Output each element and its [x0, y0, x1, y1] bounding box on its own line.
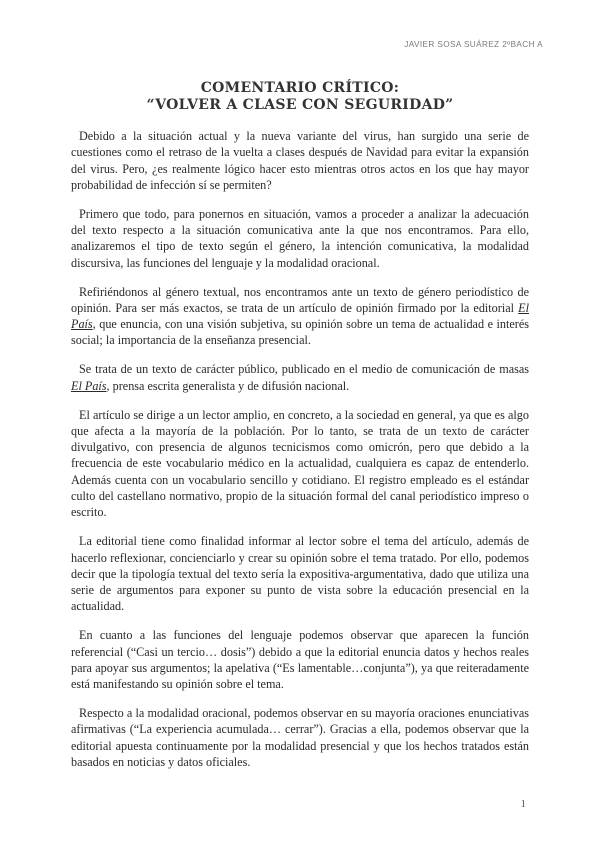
- paragraph-public-text-a: Se trata de un texto de carácter público, publicado en el medio de comunicación de masas: [79, 362, 529, 377]
- header-author: JAVIER SOSA SUÁREZ 2ºBACH A: [404, 40, 543, 49]
- paragraph-genre-text-b: , que enuncia, con una visión subjetiva, su opinión sobre un tema de actualidad e interés social; la importancia de la enseñanza presencial.: [71, 317, 529, 348]
- paragraph-genre-text-a: Refiriéndonos al género textual, nos encontramos ante un texto de género periodístico de opinión. Para ser más exactos, se trata de un artículo de opinión firmado por la editorial: [71, 284, 529, 315]
- paragraph-public-text-b: , prensa escrita generalista y de difusión nacional.: [106, 378, 350, 393]
- paragraph-audience: El artículo se dirige a un lector amplio, en concreto, a la sociedad en general, ya que es algo que afecta a la mayoría de la población. Por lo tanto, se trata de un texto de carácter divulgativo, con presencia de algunos tecnicismos como omicrón, pero que debido a la frecuencia de este vocabulario médico en la actualidad, cualquiera es capaz de entenderlo. Además cuenta con un vocabulario sencillo y cotidiano. El registro empleado es el estándar culto del castellano normativo, propio de la situación formal del canal periodístico impreso o escrito.: [71, 407, 529, 520]
- title-line-2: “VOLVER A CLASE CON SEGURIDAD”: [146, 97, 454, 113]
- paragraph-intro: Debido a la situación actual y la nueva variante del virus, han surgido una serie de cuestiones como el retraso de la vuelta a clases después de Navidad para evitar la expansión del virus. Pero, ¿es realmente lógico hacer esto mientras otros actos en los que hay mayor probabilidad de infección sí se permiten?: [71, 129, 529, 192]
- page-number: 1: [520, 798, 526, 810]
- paragraph-modality: Respecto a la modalidad oracional, podemos observar en su mayoría oraciones enunciativas afirmativas (“La experiencia acumulada… cerrar”). Gracias a ella, podemos observar que la editorial apuesta continuamente por la modalidad presencial y que los hechos tratados están basados en noticias y datos oficiales.: [71, 706, 529, 769]
- title-line-1: COMENTARIO CRÍTICO:: [200, 80, 400, 96]
- document-title: [0, 80, 600, 114]
- paragraph-public: [71, 361, 529, 394]
- document-body: [71, 128, 529, 783]
- paragraph-situation: Primero que todo, para ponernos en situación, vamos a proceder a analizar la adecuación del texto respecto a la situación comunicativa ante la que nos encontramos. Para ello, analizaremos el tipo de texto según el género, la intención comunicativa, la modalidad discursiva, las funciones del lenguaje y la modalidad oracional.: [71, 206, 529, 270]
- paragraph-genre: [71, 284, 529, 349]
- paragraph-purpose: La editorial tiene como finalidad informar al lector sobre el tema del artículo, además de hacerlo reflexionar, concienciarlo y crear su opinión sobre el tema tratado. Por ello, podemos decir que la tipología textual del texto sería la expositiva-argumentativa, dado que utiliza una serie de argumentos para exponer su punto de vista sobre la educación presencial en la actualidad.: [71, 534, 529, 614]
- newspaper-name: El País: [71, 300, 529, 332]
- newspaper-name: El País: [71, 378, 107, 393]
- paragraph-functions: En cuanto a las funciones del lenguaje podemos observar que aparecen la función referencial (“Casi un tercio… dosis”) debido a que la editorial enuncia datos y hechos reales para apoyar sus argumentos; la apelativa (“Es lamentable…conjunta”), ya que reiteradamente está manifestando su opinión sobre el tema.: [71, 628, 529, 692]
